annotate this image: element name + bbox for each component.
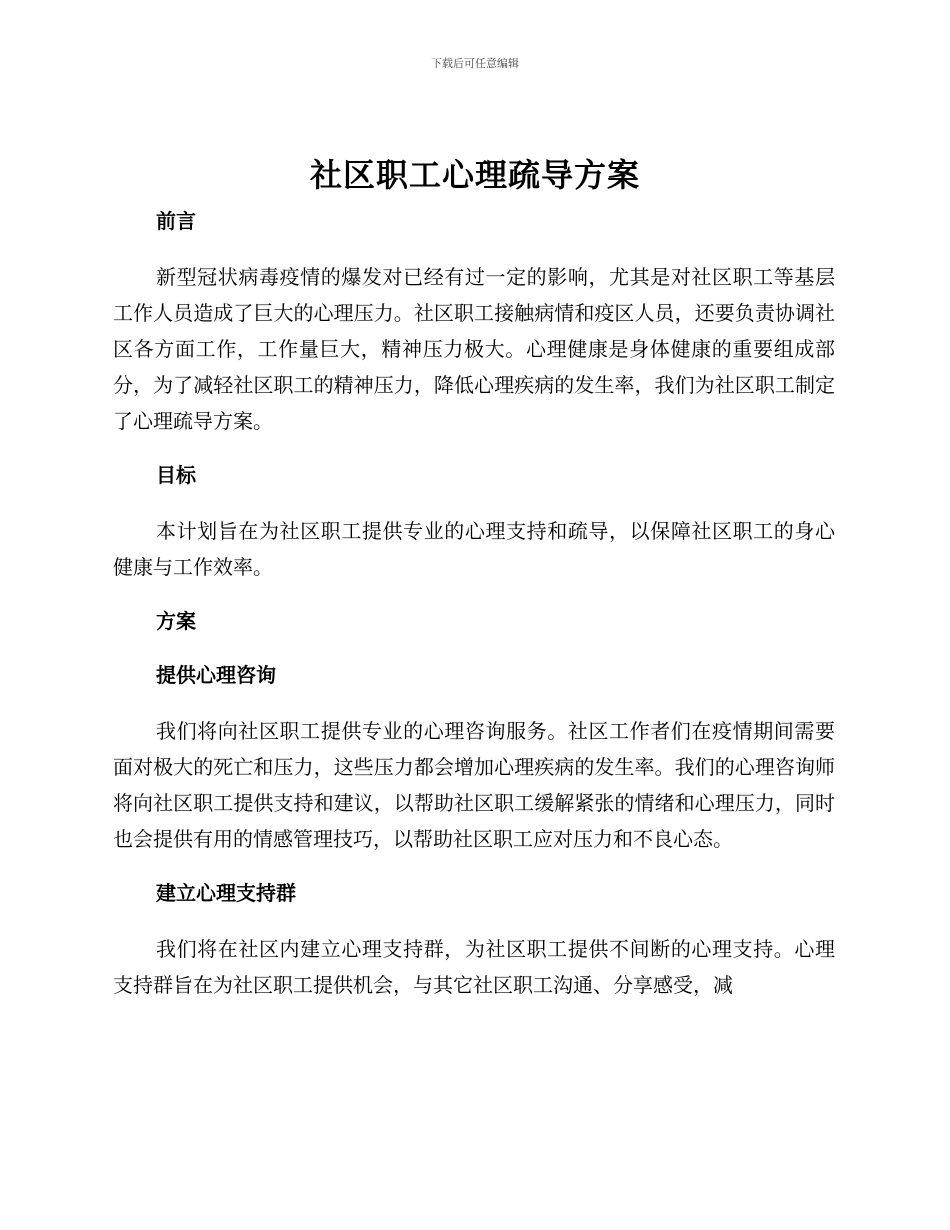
heading-preface: 前言 (156, 209, 196, 233)
heading-consult: 提供心理咨询 (156, 663, 276, 687)
paragraph-goal: 本计划旨在为社区职工提供专业的心理支持和疏导，以保障社区职工的身心健康与工作效率。 (113, 519, 835, 579)
heading-goal: 目标 (156, 463, 196, 487)
heading-plan: 方案 (156, 609, 196, 633)
document-title: 社区职工心理疏导方案 (309, 156, 640, 194)
document-body (113, 205, 835, 1023)
paragraph-consult: 我们将向社区职工提供专业的心理咨询服务。社区工作者们在疫情期间需要面对极大的死亡和压力，这些压力都会增加心理疾病的发生率。我们的心理咨询师将向社区职工提供支持和建议，以帮助社区职工缓解紧张的情绪和心理压力，同时也会提供有用的情感管理技巧，以帮助社区职工应对压力和不良心态。 (113, 719, 835, 851)
page-header-note: 下载后可任意编辑 (431, 57, 519, 70)
heading-support-group: 建立心理支持群 (156, 881, 296, 905)
paragraph-preface: 新型冠状病毒疫情的爆发对已经有过一定的影响，尤其是对社区职工等基层工作人员造成了巨大的心理压力。社区职工接触病情和疫区人员，还要负责协调社区各方面工作，工作量巨大，精神压力极大。心理健康是身体健康的重要组成部分，为了减轻社区职工的精神压力，降低心理疾病的发生率，我们为社区职工制定了心理疏导方案。 (113, 265, 835, 433)
paragraph-support-group: 我们将在社区内建立心理支持群，为社区职工提供不间断的心理支持。心理支持群旨在为社区职工提供机会，与其它社区职工沟通、分享感受，减 (113, 937, 835, 997)
